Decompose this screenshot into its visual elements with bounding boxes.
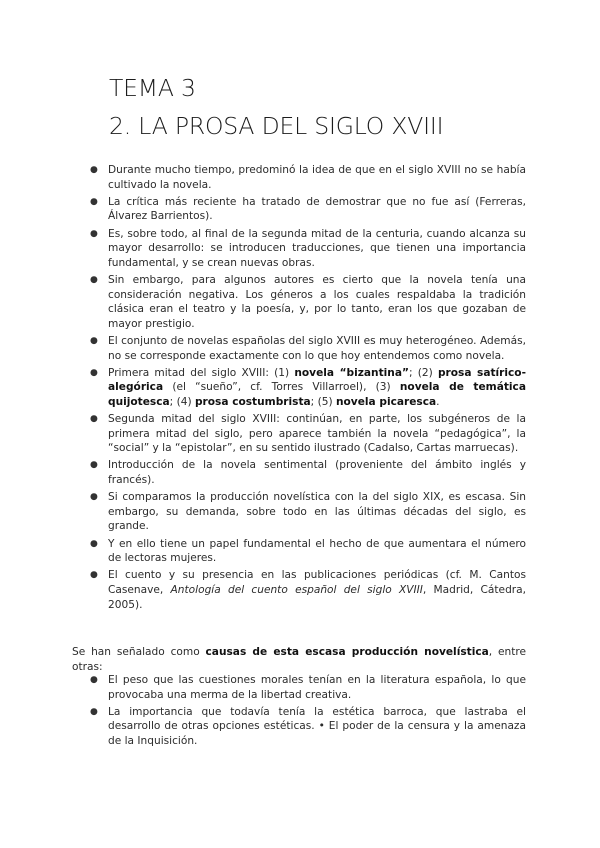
item-text: Introducción de la novela sentimental (proveniente del ámbito inglés y francés). [108,459,526,487]
bullet-icon: ● [90,460,98,471]
item-text: La importancia que todavía tenía la estética barroca, que lastraba el desarrollo de otras opciones estéticas. • El poder de la censura y la amenaza de la Inquisición. [108,705,526,747]
bold-term: prosa satírico-alegórica [108,366,526,394]
item-text: Primera mitad del siglo XVIII: (1) [108,366,295,379]
bullet-icon: ● [90,538,98,549]
item-text: El conjunto de novelas españolas del siglo XVIII es muy heterogéneo. Además, no se corresponde exactamente con lo que hoy entendemos como novela. [108,334,526,362]
bullet-icon: ● [90,367,98,378]
list-item [90,568,526,612]
bullet-icon: ● [90,196,98,207]
italic-title: Antología del cuento español del siglo XVIII [170,583,423,596]
item-text: ; (4) [169,395,195,408]
bullet-icon: ● [90,165,98,175]
list-item [90,537,526,566]
bullet-icon: ● [90,414,98,425]
bold-term: prosa costumbrista [194,395,311,408]
bold-term: novela “bizantina” [294,366,409,379]
bullet-icon: ● [90,274,98,285]
bullet-icon: ● [90,492,98,503]
bullet-icon: ● [90,706,98,717]
list-item [90,705,526,749]
causes-intro-bold: causas de esta escasa producción novelística [205,646,489,658]
item-text: . [436,395,440,408]
bullet-icon: ● [90,228,98,239]
item-text: Durante mucho tiempo, predominó la idea de que en el siglo XVIII no se había cultivado la novela. [108,164,526,191]
bold-term: novela de temática quijotesca [108,381,526,408]
list-item [90,227,526,271]
bold-term: novela picaresca [335,395,437,408]
causes-intro-paragraph [72,645,526,674]
item-text: , Madrid, Cátedra, 2005). [108,583,527,611]
item-text: ; (2) [408,366,438,379]
list-item [90,163,526,192]
list-item [90,366,526,410]
item-text: Y en ello tiene un papel fundamental el hecho de que aumentara el número de lectoras mujeres. [108,537,526,565]
main-bullet-list [90,163,526,615]
item-text: Segunda mitad del siglo XVIII: continúan, en parte, los subgéneros de la primera mitad del siglo, pero aparece también la novela “pedagógica”, la “social” y la “epistolar”, en su sentido ilustrado (Cadalso, Cartas marruecas). [108,413,526,455]
list-item [90,673,526,702]
list-item [90,195,526,224]
bullet-icon: ● [90,335,98,346]
list-item [90,458,526,487]
list-item [90,273,526,331]
list-item [90,334,526,363]
document-title-section: 2. LA PROSA DEL SIGLO XVIII [109,112,444,140]
item-text: La crítica más reciente ha tratado de demostrar que no fue así (Ferreras, Álvarez Barrientos). [108,195,526,223]
bullet-icon: ● [90,675,98,685]
item-text: El cuento y su presencia en las publicaciones periódicas (cf. M. Cantos Casenave, [108,569,526,596]
causes-intro-before: Se han señalado como [72,646,206,658]
document-title-topic: TEMA 3 [109,74,196,102]
bullet-icon: ● [90,570,98,581]
item-text: ; (5) [310,395,336,408]
causes-intro-after: , entre otras: [72,646,527,673]
item-text: El peso que las cuestiones morales tenían en la literatura española, lo que provocaba una merma de la libertad creativa. [108,674,526,701]
causes-bullet-list [90,673,526,751]
list-item [90,412,526,456]
item-text: Si comparamos la producción novelística con la del siglo XIX, es escasa. Sin embargo, su demanda, sobre todo en las últimas décadas del siglo, es grande. [108,491,526,533]
list-item [90,490,526,534]
item-text: (el “sueño”, cf. Torres Villarroel), (3) [163,381,400,394]
item-text: Sin embargo, para algunos autores es cierto que la novela tenía una consideración negativa. Los géneros a los cuales respaldaba la tradición clásica eran el teatro y la poesía, y, por lo tanto, eran los que gozaban de mayor prestigio. [108,273,526,330]
item-text: Es, sobre todo, al final de la segunda mitad de la centuria, cuando alcanza su mayor desarrollo: se introducen traducciones, que tienen una importancia fundamental, y se crean nuevas obras. [108,227,526,269]
